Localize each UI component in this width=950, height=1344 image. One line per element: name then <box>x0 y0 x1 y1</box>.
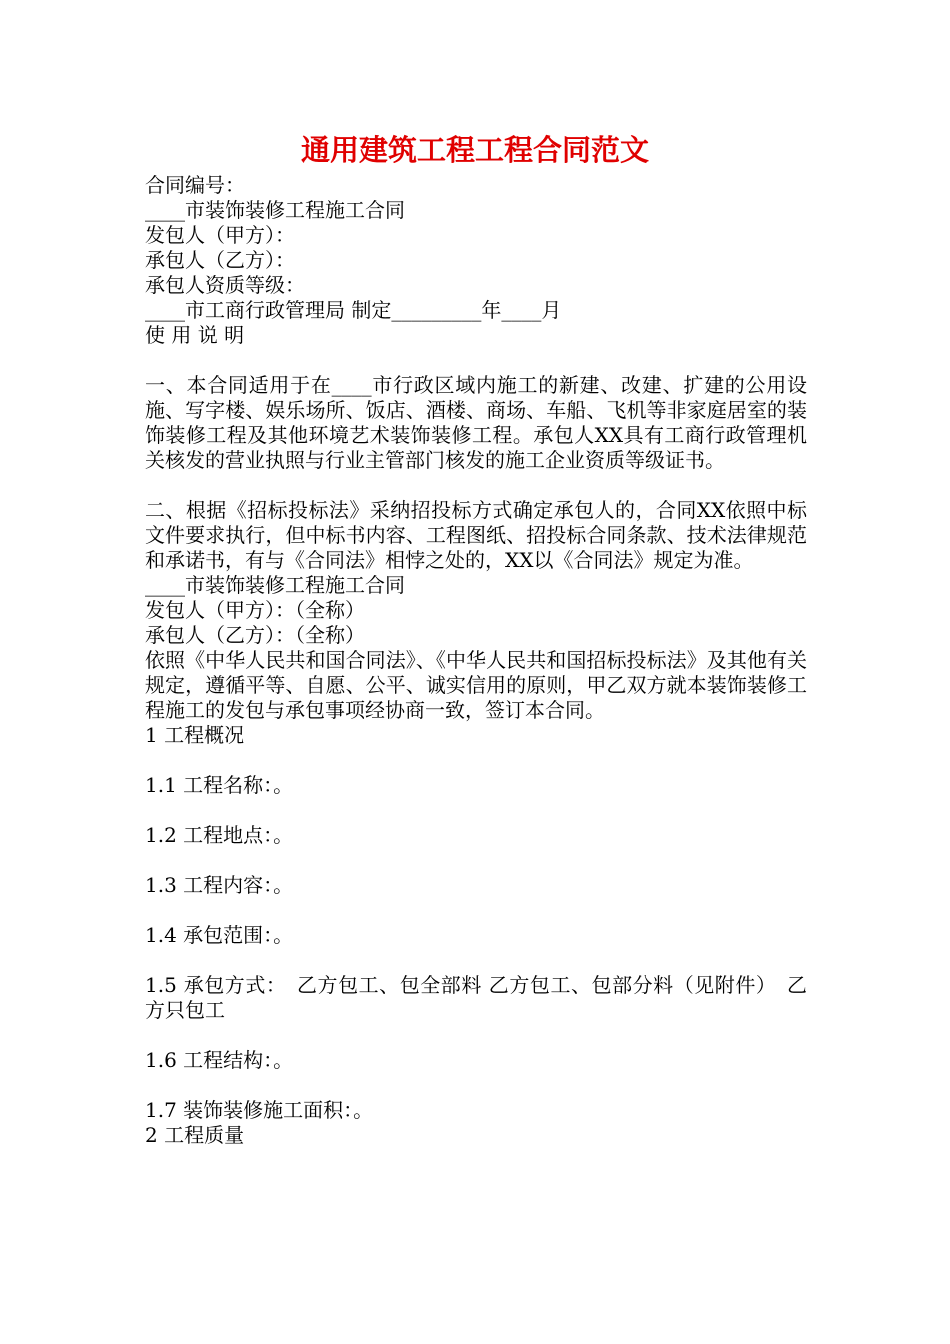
cover-party-a: 发包人（甲方）： <box>145 223 295 247</box>
section-heading-1: 1 工程概况 <box>145 723 245 747</box>
cover-issuer: ____市工商行政管理局 制定_________年____月 <box>145 298 562 322</box>
document-title: 通用建筑工程工程合同范文 <box>300 133 649 167</box>
section-heading-2: 2 工程质量 <box>145 1123 245 1147</box>
spacer <box>145 848 807 873</box>
contract-preamble: 依照《中华人民共和国合同法》、《中华人民共和国招标投标法》及其他有关规定，遵循平等、自愿、公平、诚实信用的原则，甲乙双方就本装饰装修工程施工的发包与承包事项经协商一致，签订本合同。 <box>145 648 807 722</box>
spacer <box>145 1023 807 1048</box>
clause-1-3: 1.3 工程内容：。 <box>145 873 294 897</box>
spacer <box>145 348 807 373</box>
spacer <box>145 473 807 498</box>
contract-party-a: 发包人（甲方）：（全称） <box>145 598 365 622</box>
contract-party-b: 承包人（乙方）：（全称） <box>145 623 365 647</box>
clause-1-2: 1.2 工程地点：。 <box>145 823 294 847</box>
instruction-item-2: 二、根据《招标投标法》采纳招投标方式确定承包人的，合同XX依照中标文件要求执行，但中标书内容、工程图纸、招投标合同条款、技术法律规范和承诺书，有与《合同法》相悖之处的，XX以《合同法》规定为准。 <box>145 498 807 572</box>
spacer <box>145 748 807 773</box>
contract-name: ____市装饰装修工程施工合同 <box>145 573 405 597</box>
clause-1-4: 1.4 承包范围：。 <box>145 923 294 947</box>
instruction-item-1: 一、本合同适用于在____市行政区域内施工的新建、改建、扩建的公用设施、写字楼、娱乐场所、饭店、酒楼、商场、车船、飞机等非家庭居室的装饰装修工程及其他环境艺术装饰装修工程。承包人XX具有工商行政管理机关核发的营业执照与行业主管部门核发的施工企业资质等级证书。 <box>145 373 807 472</box>
document-body <box>145 173 807 1148</box>
spacer <box>145 798 807 823</box>
clause-1-7: 1.7 装饰装修施工面积：。 <box>145 1098 374 1122</box>
clause-1-5: 1.5 承包方式： 乙方包工、包全部料 乙方包工、包部分料（见附件） 乙方只包工 <box>145 973 807 1022</box>
clause-1-1: 1.1 工程名称：。 <box>145 773 294 797</box>
contract-number-label: 合同编号： <box>145 173 245 197</box>
spacer <box>145 898 807 923</box>
cover-qualification: 承包人资质等级： <box>145 273 305 297</box>
cover-contract-name: ____市装饰装修工程施工合同 <box>145 198 405 222</box>
spacer <box>145 948 807 973</box>
clause-1-6: 1.6 工程结构：。 <box>145 1048 294 1072</box>
instructions-heading: 使 用 说 明 <box>145 323 245 347</box>
spacer <box>145 1073 807 1098</box>
cover-party-b: 承包人（乙方）： <box>145 248 295 272</box>
